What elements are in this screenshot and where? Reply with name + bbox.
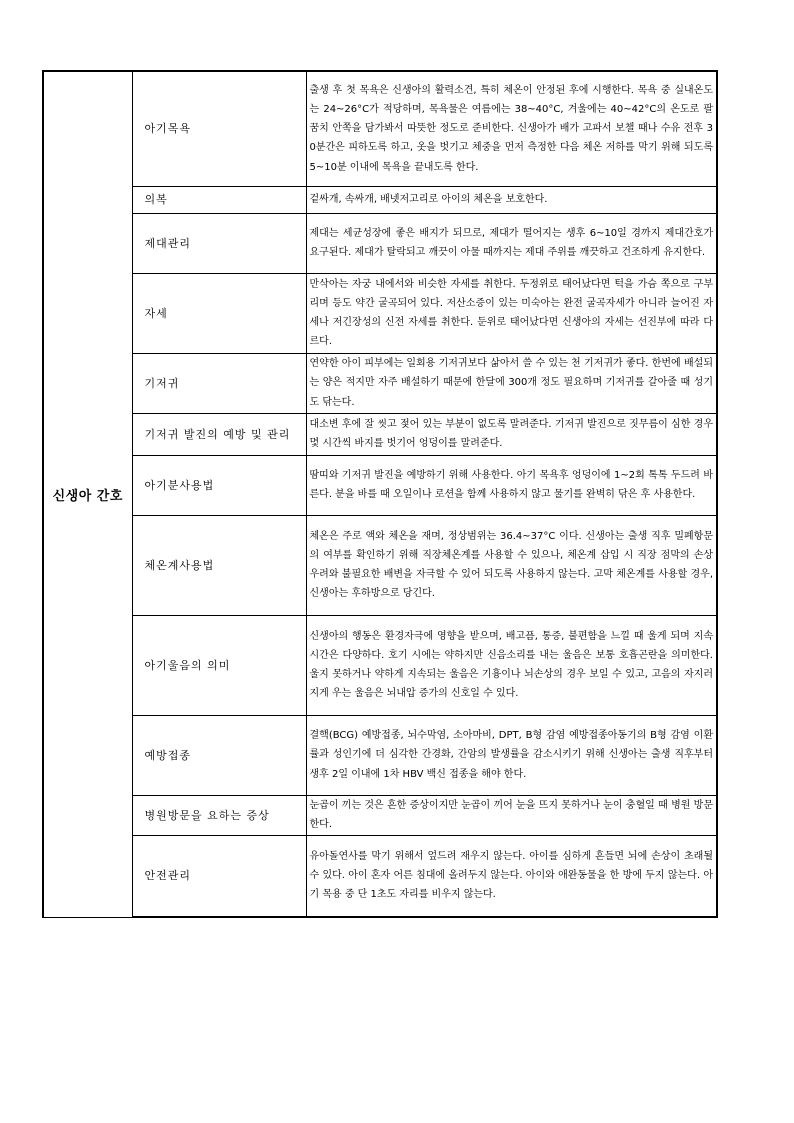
description-text: 유아돌연사를 막기 위해서 엎드려 재우지 않는다. 아이를 심하게 흔들면 뇌에 손상이 초래될 수 있다. 아이 혼자 어른 침대에 올려두지 않는다. 아이와 애완동물을 한 방에 두지 않는다. 아기 목용 중 단 1초도 자리를 비우지 않는다. [309, 850, 713, 901]
topic-cell [132, 835, 306, 917]
description-cell [306, 615, 717, 715]
description-cell [306, 353, 717, 413]
newborn-care-table [42, 70, 718, 918]
description-cell [306, 213, 717, 273]
topic-cell [132, 353, 306, 413]
table-row [43, 795, 717, 835]
topic-label: 아기목욕 [144, 122, 192, 136]
description-text: 연약한 아이 피부에는 일회용 기저귀보다 삶아서 쓸 수 있는 천 기저귀가 좋다. 한번에 배설되는 양은 적지만 자주 배설하기 때문에 한달에 300개 정도 필요하며 기저귀를 갈아줄 때 성기도 닦는다. [309, 358, 713, 408]
description-cell [306, 835, 717, 917]
description-cell [306, 715, 717, 795]
topic-label: 자세 [144, 306, 168, 320]
table-row [43, 715, 717, 795]
table-row [43, 413, 717, 455]
description-cell [306, 515, 717, 615]
description-cell [306, 273, 717, 353]
description-text: 대소변 후에 잘 씻고 젖어 있는 부분이 없도록 말려준다. 기저귀 발진으로 짓무름이 심한 경우 몇 시간씩 바지를 벗기어 엉덩이를 말려준다. [309, 418, 713, 449]
topic-label: 아기분사용법 [144, 478, 215, 492]
description-cell [306, 413, 717, 455]
category-cell [43, 71, 132, 917]
table-row [43, 515, 717, 615]
topic-cell [132, 186, 306, 213]
description-cell [306, 186, 717, 213]
description-text: 눈곱이 끼는 것은 흔한 증상이지만 눈곱이 끼어 눈을 뜨지 못하거나 눈이 충혈일 때 병원 방문한다. [309, 799, 713, 830]
description-text: 땀띠와 기저귀 발진을 예방하기 위해 사용한다. 아기 목욕후 엉덩이에 1~2회 톡톡 두드려 바른다. 분을 바를 때 오일이나 로션을 함께 사용하지 않고 물기를 완벽히 닦은 후 사용한다. [309, 469, 713, 500]
description-text: 겉싸개, 속싸개, 배넷저고리로 아이의 체온을 보호한다. [309, 193, 548, 205]
topic-label: 안전관리 [144, 869, 192, 883]
table-row [43, 273, 717, 353]
table-row [43, 71, 717, 186]
table-row [43, 835, 717, 917]
topic-cell [132, 615, 306, 715]
topic-cell [132, 213, 306, 273]
category-label: 신생아 간호 [52, 488, 123, 504]
description-text: 신생아의 행동은 환경자극에 영향을 받으며, 배고픔, 통증, 불편함을 느낄 때 울게 되며 지속시간은 다양하다. 호기 시에는 약하지만 신음소리를 내는 울음은 보통 호흡곤란을 의미한다. 울지 못하거나 약하게 지속되는 울음은 기흉이나 뇌손상의 경우 보일 수 있고, 고음의 자지러지게 우는 울음은 뇌내압 증가의 신호일 수 있다. [309, 630, 713, 700]
table-row [43, 353, 717, 413]
topic-label: 제대관리 [144, 236, 192, 250]
table-row [43, 455, 717, 515]
description-text: 만삭아는 자궁 내에서와 비슷한 자세를 취한다. 두정위로 태어났다면 턱을 가슴 쪽으로 구부리며 등도 약간 굴곡되어 있다. 저산소증이 있는 미숙아는 완전 굴곡자세가 아니라 늘어진 자세나 저긴장성의 신전 자세를 취한다. 둔위로 태어났다면 신생아의 자세는 선진부에 따라 다르다. [309, 278, 713, 348]
topic-label: 예방접종 [144, 748, 192, 762]
topic-cell [132, 273, 306, 353]
topic-cell [132, 413, 306, 455]
description-text: 체온은 주로 액와 체온을 재며, 정상범위는 36.4~37°C 이다. 신생아는 출생 직후 밀폐항문의 여부를 확인하기 위해 직장체온계를 사용할 수 있으나, 체온계 삽입 시 직장 점막의 손상 우려와 불필요한 배변을 자극할 수 있어 되도록 사용하지 않는다. 고막 체온계를 사용할 경우, 신생아는 후하방으로 당긴다. [309, 530, 713, 600]
topic-label: 아기울음의 의미 [144, 658, 231, 672]
table-row [43, 615, 717, 715]
topic-label: 병원방문을 요하는 증상 [144, 808, 270, 822]
table-body [43, 71, 717, 917]
description-text: 출생 후 첫 목욕은 신생아의 활력소견, 특히 체온이 안정된 후에 시행한다. 목욕 중 실내온도는 24~26°C가 적당하며, 목욕물은 여름에는 38~40°C, 겨울에는 40~42°C의 온도로 팔꿈치 안쪽을 담가봐서 따뜻한 정도로 준비한다. 신생아가 배가 고파서 보챌 때나 수유 전후 30분간은 피하도록 하고, 옷을 벗기고 체중을 먼저 측정한 다음 체온 저하를 막기 위해 되도록 5~10분 이내에 목욕을 끝내도록 한다. [309, 84, 713, 173]
description-text: 제대는 세균성장에 좋은 배지가 되므로, 제대가 떨어지는 생후 6~10일 경까지 제대간호가 요구된다. 제대가 탈락되고 깨끗이 아물 때까지는 제대 주위를 깨끗하고 건조하게 유지한다. [309, 227, 713, 258]
topic-cell [132, 515, 306, 615]
description-cell [306, 455, 717, 515]
topic-cell [132, 795, 306, 835]
topic-cell [132, 455, 306, 515]
description-cell [306, 795, 717, 835]
topic-label: 기저귀 발진의 예방 및 관리 [144, 427, 291, 441]
table-row [43, 213, 717, 273]
topic-label: 기저귀 [144, 376, 180, 390]
description-text: 결핵(BCG) 예방접종, 뇌수막염, 소아마비, DPT, B형 감염 예방접종아동기의 B형 감염 이환률과 성인기에 더 심각한 간경화, 간암의 발생률을 감소시키기 위해 신생아는 출생 직후부터 생후 2일 이내에 1차 HBV 백신 접종을 해야 한다. [309, 730, 713, 780]
table-row [43, 186, 717, 213]
topic-label: 의복 [144, 193, 168, 206]
description-cell [306, 71, 717, 186]
topic-label: 체온계사용법 [144, 558, 215, 572]
topic-cell [132, 71, 306, 186]
topic-cell [132, 715, 306, 795]
